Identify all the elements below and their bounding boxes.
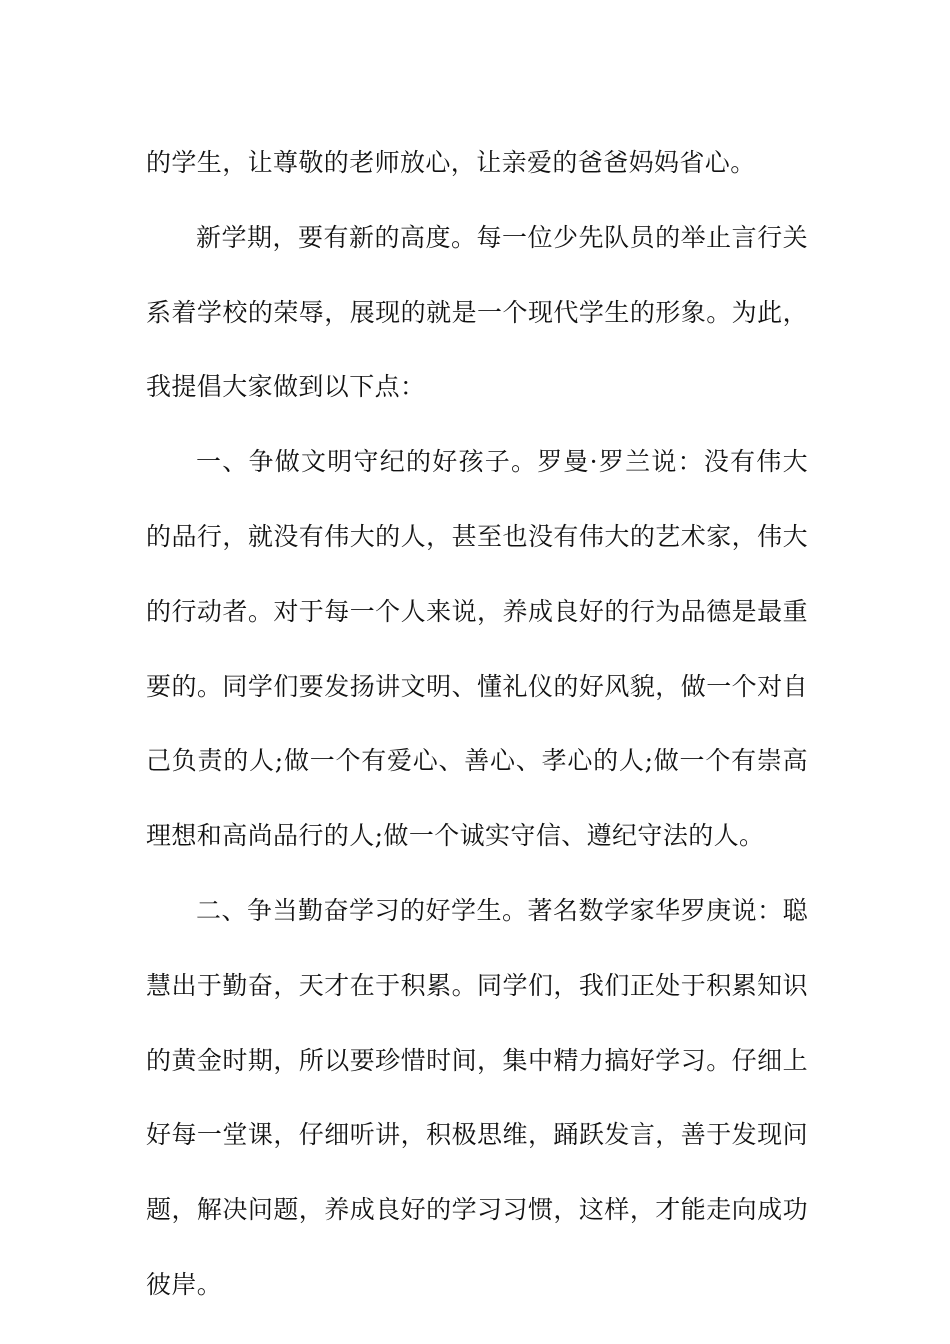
document-body (146, 126, 808, 1323)
paragraph-point-one: 一、争做文明守纪的好孩子。罗曼·罗兰说：没有伟大的品行，就没有伟大的人，甚至也没有伟大的艺术家，伟大的行动者。对于每一个人来说，养成良好的行为品德是最重要的。同学们要发扬讲文明、懂礼仪的好风貌，做一个对自己负责的人;做一个有爱心、善心、孝心的人;做一个有崇高理想和高尚品行的人;做一个诚实守信、遵纪守法的人。 (146, 447, 808, 851)
paragraph-new-semester: 新学期，要有新的高度。每一位少先队员的举止言行关系着学校的荣辱，展现的就是一个现代学生的形象。为此，我提倡大家做到以下点： (146, 222, 808, 402)
paragraph-continuation: 的学生，让尊敬的老师放心，让亲爱的爸爸妈妈省心。 (146, 148, 756, 177)
paragraph-point-two: 二、争当勤奋学习的好学生。著名数学家华罗庚说：聪慧出于勤奋，天才在于积累。同学们，我们正处于积累知识的黄金时期，所以要珍惜时间，集中精力搞好学习。仔细上好每一堂课，仔细听讲，积极思维，踊跃发言，善于发现问题，解决问题，养成良好的学习习惯，这样，才能走向成功彼岸。 (146, 895, 808, 1299)
